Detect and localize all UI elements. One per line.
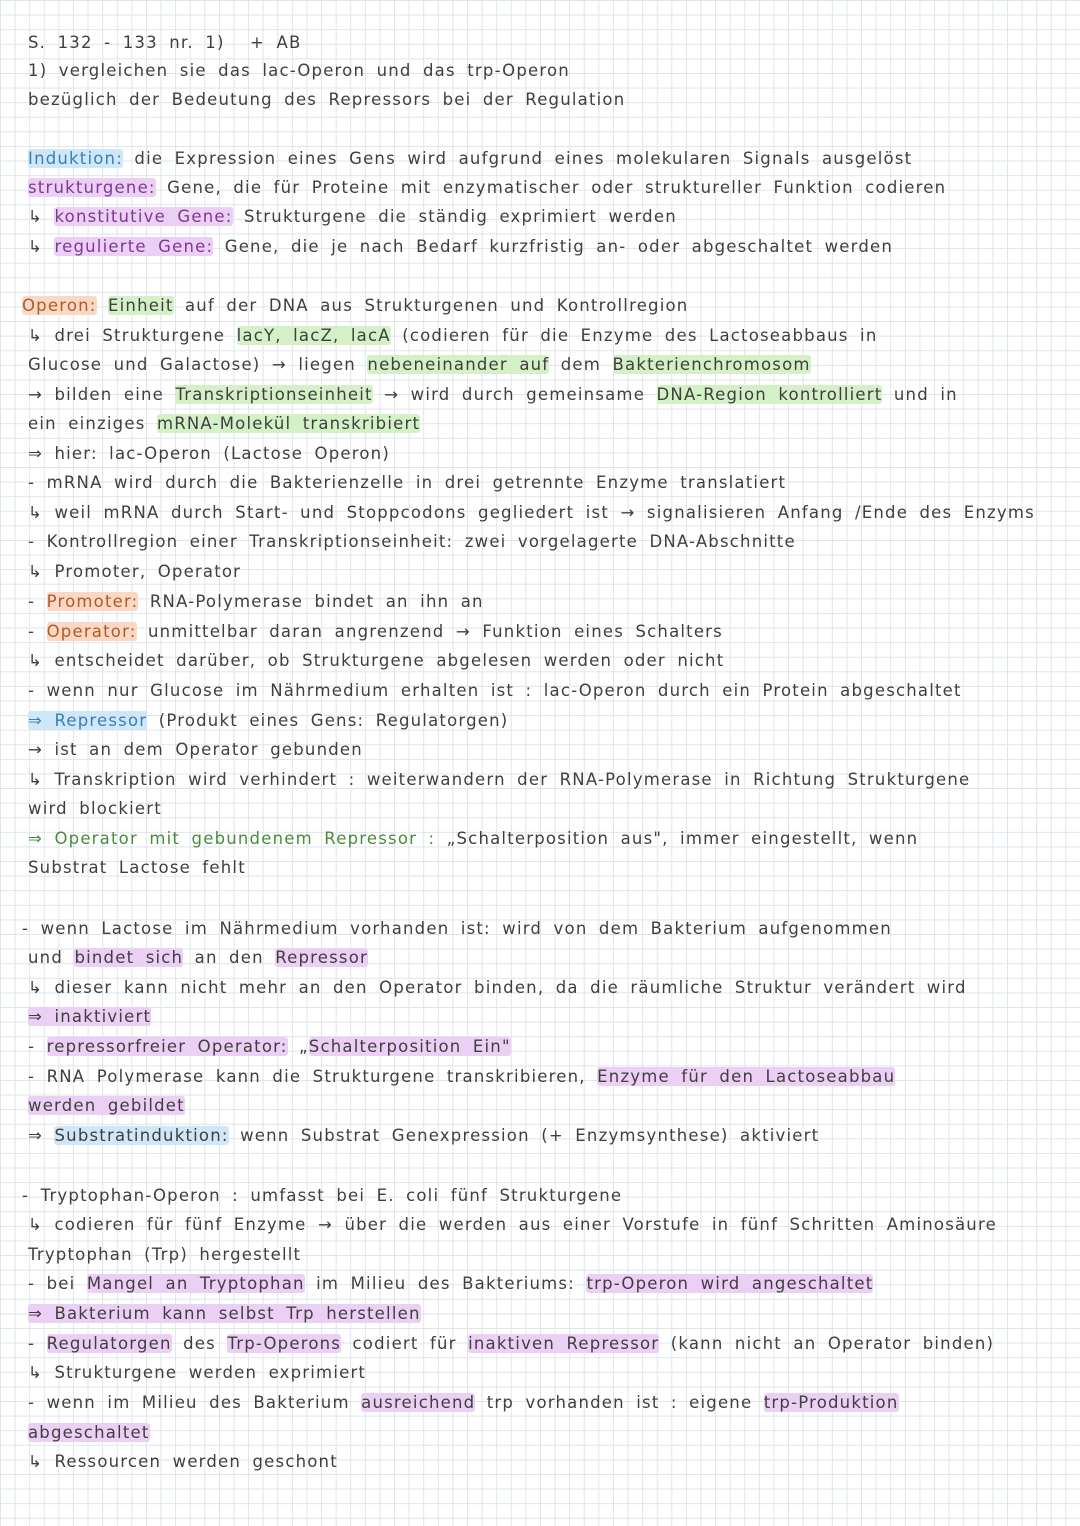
dash: - xyxy=(28,592,47,611)
abgeschaltet-highlight: abgeschaltet xyxy=(28,1423,150,1442)
repressor-highlight: Repressor xyxy=(275,948,368,967)
bilden-line xyxy=(28,384,958,406)
repressor-term: ⇒ Repressor xyxy=(28,711,148,730)
repressor-line xyxy=(28,710,508,732)
tryptophan-hergestellt-line: Tryptophan (Trp) hergestellt xyxy=(28,1245,302,1264)
enzyme-lactoseabbau-highlight: Enzyme für den Lactoseabbau xyxy=(597,1067,896,1086)
substratinduktion-term: Substratinduktion: xyxy=(54,1126,229,1145)
hier-lac-operon-line: ⇒ hier: lac-Operon (Lactose Operon) xyxy=(28,444,390,463)
operon-definition: auf der DNA aus Strukturgenen und Kontrollregion xyxy=(173,296,689,315)
transkriptionseinheit-highlight: Transkriptionseinheit xyxy=(175,385,373,404)
repressorfreier-operator-line xyxy=(28,1036,511,1058)
strukturgene-term: strukturgene: xyxy=(28,178,156,197)
regulatorgen-line xyxy=(28,1333,994,1355)
operator-binden-text: (kann nicht an Operator binden) xyxy=(659,1334,995,1353)
abgeschaltet-line xyxy=(28,1422,150,1444)
ausreichend-line xyxy=(28,1392,899,1414)
rna-polymerase-text: - RNA Polymerase kann die Strukturgene transkribieren, xyxy=(28,1067,598,1086)
trp-herstellen-line xyxy=(28,1303,421,1325)
substratinduktion-line xyxy=(28,1125,819,1147)
promoter-line xyxy=(28,591,484,613)
exprimiert-line: ↳ Strukturgene werden exprimiert xyxy=(28,1363,367,1382)
trp-vorhanden-text: trp vorhanden ist : eigene xyxy=(475,1393,764,1412)
dem-text: dem xyxy=(549,355,613,374)
werden-gebildet-highlight: werden gebildet xyxy=(28,1096,185,1115)
header-reference: S. 132 - 133 nr. 1) xyxy=(28,33,225,52)
mrna-molekuel-line xyxy=(28,413,420,435)
transkription-line-1: ↳ Transkription wird verhindert : weiterwandern der RNA-Polymerase in Richtung Strukturgene xyxy=(28,770,971,789)
mrna-translatiert-line: - mRNA wird durch die Bakterienzelle in drei getrennte Enzyme translatiert xyxy=(28,473,787,492)
promoter-definition: RNA-Polymerase bindet an ihn an xyxy=(138,592,484,611)
task-line-2: bezüglich der Bedeutung des Repressors bei der Regulation xyxy=(28,90,626,109)
nebeneinander-highlight: nebeneinander auf xyxy=(367,355,550,374)
regulatorgen-highlight: Regulatorgen xyxy=(46,1334,172,1353)
repressor-definition: (Produkt eines Gens: Regulatorgen) xyxy=(147,711,509,730)
operator-definition: unmittelbar daran angrenzend → Funktion eines Schalters xyxy=(136,622,723,641)
transkription-line-2: wird blockiert xyxy=(28,799,162,818)
bei-text: - bei xyxy=(28,1274,87,1293)
kontrollregion-line: - Kontrollregion einer Transkriptionseinheit: zwei vorgelagerte DNA-Abschnitte xyxy=(28,532,796,551)
strukturgene-definition: Gene, die für Proteine mit enzymatischer oder struktureller Funktion codieren xyxy=(155,178,947,197)
trp-produktion-highlight: trp-Produktion xyxy=(763,1393,899,1412)
lac-genes: lacY, lacZ, lacA xyxy=(236,326,391,345)
quote-text: „ xyxy=(287,1037,309,1056)
lactose-vorhanden-line: - wenn Lactose im Nährmedium vorhanden ist: wird von dem Bakterium aufgenommen xyxy=(22,919,892,938)
mrna-molekuel-highlight: mRNA-Molekül transkribiert xyxy=(156,414,421,433)
des-text: des xyxy=(171,1334,228,1353)
dieser-line: ↳ dieser kann nicht mehr an den Operator binden, da die räumliche Struktur verändert wird xyxy=(28,978,967,997)
trp-herstellen-highlight: ⇒ Bakterium kann selbst Trp herstellen xyxy=(28,1304,421,1323)
codieren-enzyme-line: ↳ codieren für fünf Enzyme → über die werden aus einer Vorstufe in fünf Schritten Aminosäure xyxy=(28,1215,997,1234)
regulierte-gene-line xyxy=(28,236,893,258)
double-arrow-icon: ⇒ xyxy=(28,1126,55,1145)
induktion-term: Induktion: xyxy=(28,149,123,168)
operator-mit-repressor-line xyxy=(28,828,918,850)
regulierte-gene-term: regulierte Gene: xyxy=(54,237,214,256)
header-ab: + AB xyxy=(250,33,302,52)
schalterposition-ein-highlight: Schalterposition Ein" xyxy=(308,1037,511,1056)
mangel-highlight: Mangel an Tryptophan xyxy=(86,1274,305,1293)
inaktiviert-line xyxy=(28,1006,151,1028)
glucose-text: Glucose und Galactose) → liegen xyxy=(28,355,368,374)
operon-line xyxy=(22,295,688,317)
lactoseabbau-text: (codieren für die Enzyme des Lactoseabbaus in xyxy=(390,326,878,345)
milieu-bakterium-text: - wenn im Milieu des Bakterium xyxy=(28,1393,362,1412)
konstitutive-gene-definition: Strukturgene die ständig exprimiert werden xyxy=(232,207,677,226)
dash: - xyxy=(28,622,47,641)
operator-term: Operator: xyxy=(46,622,137,641)
trp-operons-highlight: Trp-Operons xyxy=(227,1334,342,1353)
induktion-line xyxy=(28,148,912,170)
dash: - xyxy=(28,1037,47,1056)
bindet-repressor-line xyxy=(28,947,368,969)
schalterposition-aus-text: „Schalterposition aus", immer eingestellt, wenn xyxy=(435,829,919,848)
drei-strukturgene-line xyxy=(28,325,877,347)
repressorfreier-operator-term: repressorfreier Operator: xyxy=(46,1037,288,1056)
substratinduktion-definition: wenn Substrat Genexpression (+ Enzymsynthese) aktiviert xyxy=(228,1126,820,1145)
mangel-line xyxy=(28,1273,873,1295)
substrat-fehlt-line: Substrat Lactose fehlt xyxy=(28,858,246,877)
konstitutive-gene-term: konstitutive Gene: xyxy=(54,207,233,226)
operon-term: Operon: xyxy=(22,296,97,315)
strukturgene-line xyxy=(28,177,946,199)
nur-glucose-line: - wenn nur Glucose im Nährmedium erhalten ist : lac-Operon durch ein Protein abgeschaltet xyxy=(28,681,962,700)
entscheidet-line: ↳ entscheidet darüber, ob Strukturgene abgelesen werden oder nicht xyxy=(28,651,725,670)
codiert-fuer-text: codiert für xyxy=(341,1334,469,1353)
konstitutive-gene-line xyxy=(28,206,677,228)
induktion-definition: die Expression eines Gens wird aufgrund eines molekularen Signals ausgelöst xyxy=(122,149,913,168)
tryptophan-operon-line: - Tryptophan-Operon : umfasst bei E. coli fünf Strukturgene xyxy=(22,1186,623,1205)
gebunden-line: → ist an dem Operator gebunden xyxy=(28,740,363,759)
bindet-sich-highlight: bindet sich xyxy=(74,948,184,967)
inaktiviert-highlight: ⇒ inaktiviert xyxy=(28,1007,152,1026)
bilden-text: → bilden eine xyxy=(28,385,176,404)
start-stopp-line: ↳ weil mRNA durch Start- und Stoppcodons gegliedert ist → signalisieren Anfang /Ende des Enzyms xyxy=(28,503,1035,522)
arrow-icon: ↳ xyxy=(28,207,55,226)
promoter-term: Promoter: xyxy=(46,592,139,611)
gebildet-line xyxy=(28,1095,185,1117)
drei-strukturgene-text: ↳ drei Strukturgene xyxy=(28,326,237,345)
regulierte-gene-definition: Gene, die je nach Bedarf kurzfristig an- oder abgeschaltet werden xyxy=(213,237,894,256)
task-line-1: 1) vergleichen sie das lac-Operon und das trp-Operon xyxy=(28,61,570,80)
milieu-text: im Milieu des Bakteriums: xyxy=(304,1274,587,1293)
bakterienchromosom-highlight: Bakterienchromosom xyxy=(612,355,811,374)
arrow-icon: ↳ xyxy=(28,237,55,256)
operon-einheit: Einheit xyxy=(108,296,174,315)
ausreichend-highlight: ausreichend xyxy=(361,1393,476,1412)
rna-polymerase-line xyxy=(28,1066,895,1088)
und-text: und xyxy=(28,948,75,967)
ressourcen-line: ↳ Ressourcen werden geschont xyxy=(28,1452,338,1471)
glucose-line xyxy=(28,354,811,376)
header-line xyxy=(28,32,302,54)
dash: - xyxy=(28,1334,47,1353)
an-den-text: an den xyxy=(183,948,276,967)
gemeinsame-text: → wird durch gemeinsame xyxy=(372,385,657,404)
angeschaltet-highlight: trp-Operon wird angeschaltet xyxy=(586,1274,874,1293)
inaktiver-repressor-highlight: inaktiven Repressor xyxy=(468,1334,660,1353)
operator-mit-repressor-term: ⇒ Operator mit gebundenem Repressor : xyxy=(28,829,436,848)
dna-region-highlight: DNA-Region kontrolliert xyxy=(656,385,883,404)
ein-einziges-text: ein einziges xyxy=(28,414,157,433)
promoter-operator-line: ↳ Promoter, Operator xyxy=(28,562,242,581)
operator-line xyxy=(28,621,723,643)
und-in-text: und in xyxy=(882,385,958,404)
